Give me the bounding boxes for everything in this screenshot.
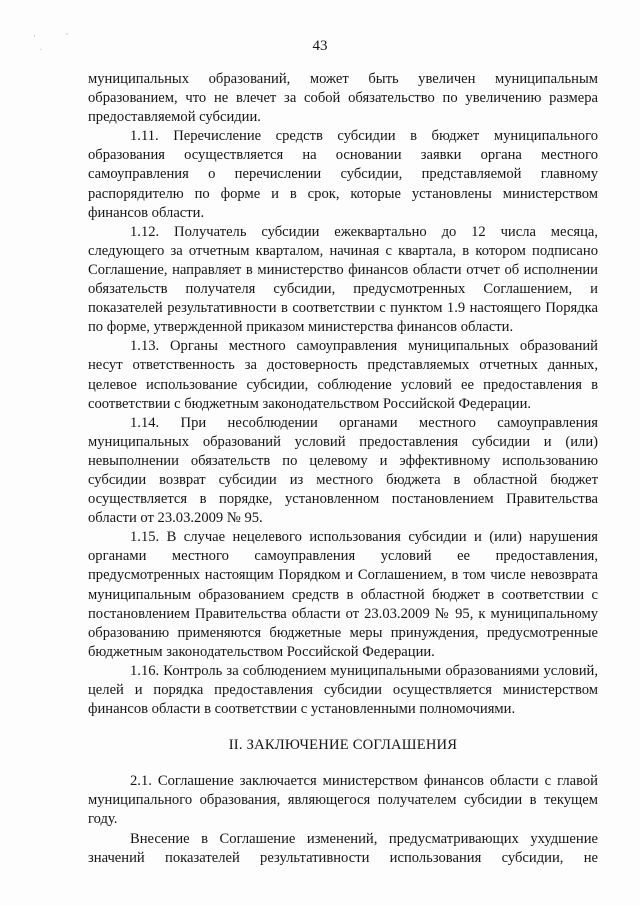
paragraph-continuation: муниципальных образований, может быть увеличен муниципальным образованием, что не влечет за собой обязательство по увеличению размера предоставляемой субсидии. [88, 71, 598, 126]
paragraph-1-15: 1.15. В случае нецелевого использования субсидии и (или) нарушения органами местного самоуправления условий ее предоставления, предусмотренных настоящим Порядком и Соглашением, в том числе невозврата муниципальным образованием средств в областной бюджет в соответствии с постановлением Правительства области от 23.03.2009 № 95, к муниципальному образованию применяются бюджетные меры принуждения, предусмотренные бюджетным законодательством Российской Федерации. [88, 529, 598, 660]
scan-speck: ' [34, 34, 36, 42]
paragraph-1-12: 1.12. Получатель субсидии ежеквартально до 12 числа месяца, следующего за отчетным кварталом, начиная с квартала, в котором подписано Соглашение, направляет в министерство финансов области отчет об исполнении обязательств получателя субсидии, предусмотренных Соглашением, и показателей результативности в соответствии с пунктом 1.9 настоящего Порядка по форме, утвержденной приказом министерства финансов области. [88, 223, 598, 336]
paragraph-1-13: 1.13. Органы местного самоуправления муниципальных образований несут ответственность за достоверность представляемых отчетных данных, целевое использование субсидии, соблюдение условий ее предоставления в соответствии с бюджетным законодательством Российской Федерации. [88, 338, 598, 412]
scan-speck: , [66, 28, 68, 36]
paragraph-1-14: 1.14. При несоблюдении органами местного самоуправления муниципальных образований условий предоставления субсидии и (или) невыполнении обязательств по целевому и эффективному использованию субсидии возврат субсидии из местного бюджета в областной бюджет осуществляется в порядке, установленном постановлением Правительства области от 23.03.2009 № 95. [88, 414, 598, 527]
scan-speck: . [40, 44, 42, 52]
paragraph-1-16: 1.16. Контроль за соблюдением муниципальными образованиями условий, целей и порядка предоставления субсидии осуществляется министерством финансов области в соответствии с установленными полномочиями. [88, 662, 598, 718]
paragraph-amendments: Внесение в Соглашение изменений, предусматривающих ухудшение значений показателей результативности использования субсидии, не [88, 830, 598, 866]
section-heading: II. ЗАКЛЮЧЕНИЕ СОГЛАШЕНИЯ [228, 737, 458, 754]
paragraph-1-11: 1.11. Перечисление средств субсидии в бюджет муниципального образования осуществляется на основании заявки органа местного самоуправления о перечислении субсидии, представляемой главному распорядителю по форме и в срок, которые установлены министерством финансов области. [88, 128, 598, 221]
document-body [88, 70, 598, 868]
page-number: 43 [312, 38, 328, 54]
paragraph-2-1: 2.1. Соглашение заключается министерством финансов области с главой муниципального образования, являющегося получателем субсидии в текущем году. [88, 773, 598, 828]
